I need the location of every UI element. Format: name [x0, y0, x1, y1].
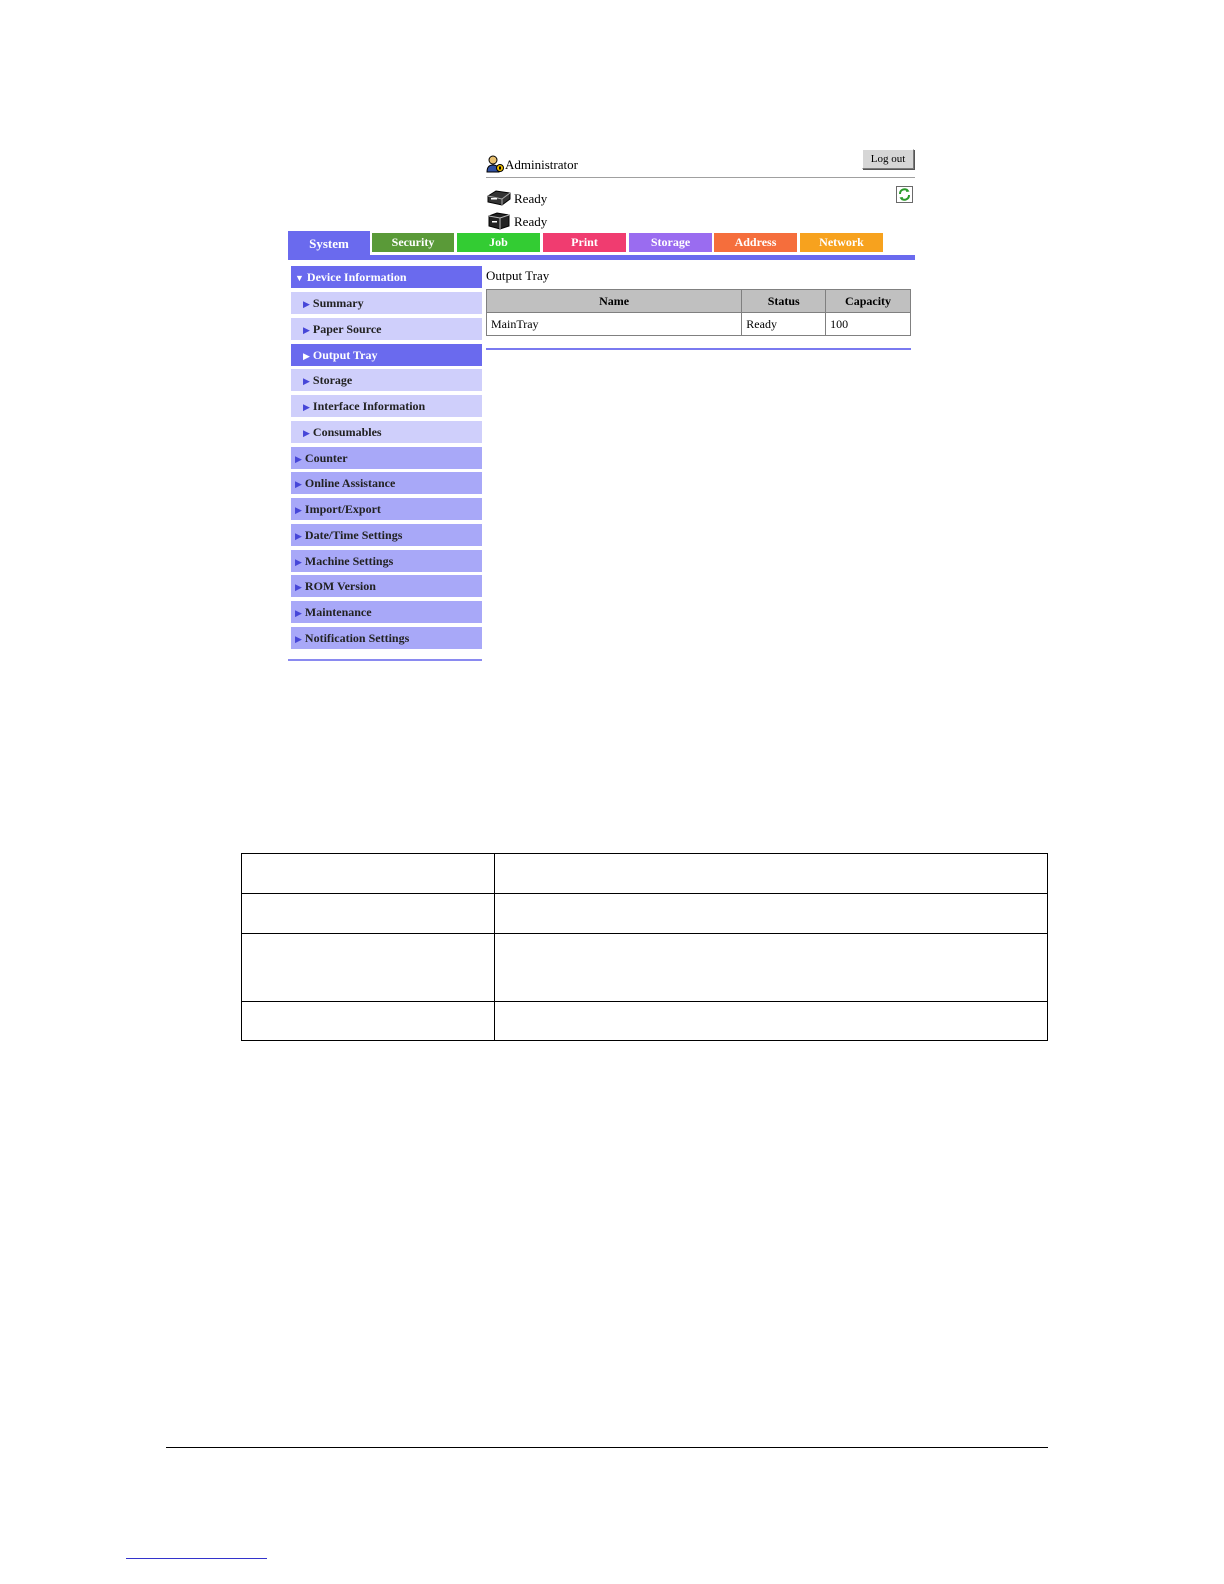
- tray-capacity-cell: 100: [826, 313, 911, 336]
- tab-network[interactable]: Network: [800, 233, 883, 252]
- tab-print[interactable]: Print: [543, 233, 626, 252]
- table-cell: [242, 1002, 495, 1041]
- table-cell: [494, 854, 1047, 894]
- triangle-right-icon: ▶: [295, 557, 302, 567]
- table-cell: [242, 854, 495, 894]
- triangle-right-icon: ▶: [303, 299, 310, 309]
- table-row: [242, 934, 1048, 1002]
- refresh-icon[interactable]: [896, 186, 913, 203]
- triangle-right-icon: ▶: [303, 351, 310, 361]
- column-header-capacity: Capacity: [826, 290, 911, 313]
- triangle-right-icon: ▶: [303, 402, 310, 412]
- sidebar-item-rom-version[interactable]: ▶ ROM Version: [291, 575, 482, 597]
- sidebar-item-paper-source[interactable]: ▶ Paper Source: [291, 318, 482, 340]
- printer-icon: [486, 190, 512, 207]
- table-cell: [494, 1002, 1047, 1041]
- output-tray-table: [486, 289, 911, 336]
- sidebar-item-storage[interactable]: ▶ Storage: [291, 369, 482, 391]
- sidebar-item-import-export[interactable]: ▶ Import/Export: [291, 498, 482, 520]
- sidebar-item-device-information[interactable]: ▼ Device Information: [291, 266, 482, 288]
- tab-storage[interactable]: Storage: [629, 233, 712, 252]
- scanner-status-text: Ready: [514, 214, 548, 229]
- sidebar-item-date-time-settings[interactable]: ▶ Date/Time Settings: [291, 524, 482, 546]
- document-table: [241, 853, 1048, 1041]
- column-header-status: Status: [742, 290, 826, 313]
- table-row: [242, 1002, 1048, 1041]
- table-header-row: [487, 290, 911, 313]
- triangle-right-icon: ▶: [295, 531, 302, 541]
- table-row: [487, 313, 911, 336]
- printer-status: [486, 187, 547, 207]
- table-row: [242, 854, 1048, 894]
- sidebar-item-counter[interactable]: ▶ Counter: [291, 447, 482, 469]
- user-label: Administrator: [505, 157, 578, 172]
- table-cell: [242, 894, 495, 934]
- table-cell: [494, 934, 1047, 1002]
- page-title: Output Tray: [486, 268, 550, 283]
- sidebar-item-online-assistance[interactable]: ▶ Online Assistance: [291, 472, 482, 494]
- tab-security[interactable]: Security: [372, 233, 454, 252]
- header-divider: [486, 177, 915, 178]
- footer-divider: [166, 1447, 1048, 1448]
- sidebar-item-interface-information[interactable]: ▶ Interface Information: [291, 395, 482, 417]
- triangle-down-icon: ▼: [295, 273, 304, 283]
- triangle-right-icon: ▶: [303, 325, 310, 335]
- tray-name-cell: MainTray: [487, 313, 742, 336]
- sidebar-item-consumables[interactable]: ▶ Consumables: [291, 421, 482, 443]
- main-tabs: [288, 231, 915, 261]
- triangle-right-icon: ▶: [295, 479, 302, 489]
- sidebar-item-notification-settings[interactable]: ▶ Notification Settings: [291, 627, 482, 649]
- table-cell: [242, 934, 495, 1002]
- triangle-right-icon: ▶: [303, 376, 310, 386]
- tray-status-cell: Ready: [742, 313, 826, 336]
- triangle-right-icon: ▶: [295, 634, 302, 644]
- administrator-icon: [486, 155, 504, 173]
- tab-address[interactable]: Address: [714, 233, 797, 252]
- column-header-name: Name: [487, 290, 742, 313]
- content-divider: [486, 348, 911, 350]
- footer-link-underline: [126, 1558, 267, 1559]
- table-row: [242, 894, 1048, 934]
- triangle-right-icon: ▶: [295, 454, 302, 464]
- tab-system[interactable]: System: [288, 231, 370, 257]
- triangle-right-icon: ▶: [295, 505, 302, 515]
- printer-status-text: Ready: [514, 191, 548, 206]
- triangle-right-icon: ▶: [295, 608, 302, 618]
- sidebar-item-maintenance[interactable]: ▶ Maintenance: [291, 601, 482, 623]
- table-cell: [494, 894, 1047, 934]
- tab-job[interactable]: Job: [457, 233, 540, 252]
- sidebar-item-output-tray[interactable]: ▶ Output Tray: [291, 344, 482, 366]
- triangle-right-icon: ▶: [295, 582, 302, 592]
- user-info: [486, 149, 578, 173]
- sidebar-item-machine-settings[interactable]: ▶ Machine Settings: [291, 550, 482, 572]
- triangle-right-icon: ▶: [303, 428, 310, 438]
- scanner-icon: [486, 212, 512, 230]
- scanner-status: [486, 210, 547, 230]
- sidebar-item-summary[interactable]: ▶ Summary: [291, 292, 482, 314]
- sidebar-bottom-divider: [288, 659, 482, 661]
- logout-button[interactable]: Log out: [862, 149, 914, 169]
